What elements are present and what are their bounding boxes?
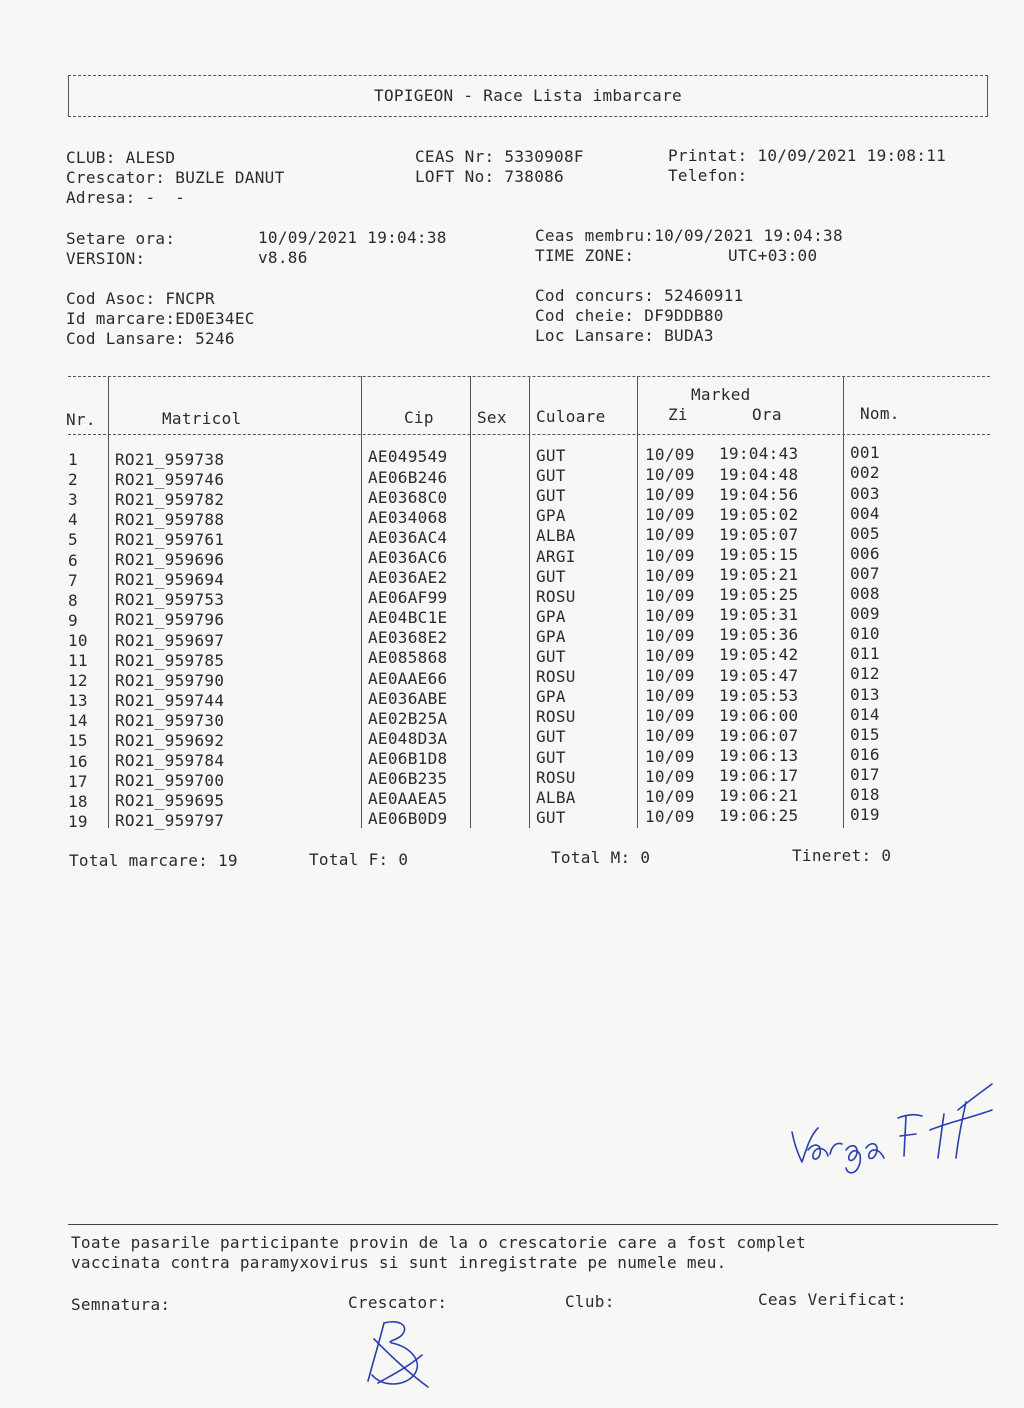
cell-zi: 10/09 [645,485,695,505]
cell-cip: AE06B246 [368,467,448,487]
version-label: VERSION: [66,249,146,268]
ceas-verificat-label: Ceas Verificat: [758,1290,907,1309]
cell-cip: AE036AC6 [368,547,448,567]
cell-cip: AE0AAEA5 [368,789,448,809]
header-culoare: Culoare [536,407,606,426]
cell-zi: 10/09 [645,465,695,485]
loc-lansare-field: Loc Lansare: BUDA3 [535,326,714,345]
column-divider [843,376,844,828]
cell-matricol: RO21_959700 [115,771,225,791]
cell-culoare: GUT [536,446,566,466]
total-f: Total F: 0 [309,850,409,869]
setare-ora-label: Setare ora: [66,229,176,248]
cell-zi: 10/09 [645,445,695,465]
cell-ora: 19:04:48 [719,464,799,484]
cell-cip: AE048D3A [368,728,448,748]
time-zone-value: UTC+03:00 [728,246,818,265]
cell-zi: 10/09 [645,786,695,806]
crescator-signature-label: Crescator: [348,1293,448,1312]
cell-cip: AE06B1D8 [368,748,448,768]
cell-zi: 10/09 [645,646,695,666]
cell-nr: 6 [68,550,78,570]
cell-nr: 4 [68,510,78,530]
cell-matricol: RO21_959697 [115,630,225,650]
header-nom: Nom. [860,404,900,423]
cell-cip: AE049549 [368,447,448,467]
cell-ora: 19:06:07 [719,725,799,745]
cell-nom: 004 [850,503,880,523]
cell-culoare: ROSU [536,586,576,606]
cell-nom: 017 [850,764,880,784]
club-signature-label: Club: [565,1292,615,1311]
loft-no-field: LOFT No: 738086 [415,167,564,186]
cell-zi: 10/09 [645,706,695,726]
cell-culoare: GUT [536,807,566,827]
column-divider [637,376,638,828]
version-value: v8.86 [258,248,308,267]
cell-nr: 3 [68,490,78,510]
cell-zi: 10/09 [645,505,695,525]
ceas-nr-field: CEAS Nr: 5330908F [415,147,584,166]
cell-matricol: RO21_959784 [115,751,225,771]
cell-matricol: RO21_959692 [115,731,225,750]
cell-nr: 16 [68,751,88,771]
cell-cip: AE0368C0 [368,487,448,507]
cell-culoare: GUT [536,727,566,747]
cod-asoc-field: Cod Asoc: FNCPR [66,289,215,308]
cell-zi: 10/09 [645,625,695,645]
cell-matricol: RO21_959696 [115,550,225,570]
cell-matricol: RO21_959782 [115,489,225,509]
cell-ora: 19:05:25 [719,585,799,605]
cell-ora: 19:06:13 [719,745,799,765]
cell-cip: AE034068 [368,507,448,527]
total-marcare: Total marcare: 19 [69,851,238,870]
cell-culoare: GPA [536,626,566,646]
cell-cip: AE036AE2 [368,568,448,588]
handwritten-annotation [780,1070,1010,1180]
cell-matricol: RO21_959730 [115,710,225,730]
cell-culoare: ROSU [536,767,576,787]
header-ora: Ora [752,405,782,424]
adresa-field: Adresa: - - [66,188,186,207]
cell-zi: 10/09 [645,726,695,746]
cell-zi: 10/09 [645,686,695,706]
cell-culoare: GUT [536,466,566,486]
cell-culoare: ROSU [536,667,576,687]
cell-ora: 19:05:15 [719,544,799,564]
cell-nom: 011 [850,644,880,664]
cell-culoare: GPA [536,506,566,526]
declaration-line-1: Toate pasarile participante provin de la o crescatorie care a fost complet [71,1233,807,1252]
cell-cip: AE06AF99 [368,588,448,608]
header-sex: Sex [477,408,507,427]
cell-ora: 19:05:47 [719,665,799,685]
cell-ora: 19:06:00 [719,705,799,725]
cell-cip: AE0368E2 [368,628,448,648]
printat-field: Printat: 10/09/2021 19:08:11 [668,146,947,165]
cell-zi: 10/09 [645,766,695,786]
cell-nr: 12 [68,671,88,691]
cell-nom: 013 [850,684,880,704]
breeder-signature [358,1315,448,1395]
header-nr: Nr. [66,410,96,429]
cell-culoare: GPA [536,606,566,626]
cell-cip: AE036AC4 [368,527,448,547]
cell-nr: 9 [68,610,78,630]
column-divider [529,376,530,828]
cell-ora: 19:05:42 [719,645,799,665]
cell-nr: 17 [68,771,88,791]
cell-cip: AE02B25A [368,708,448,728]
cell-culoare: GUT [536,486,566,506]
header-marked: Marked [691,385,751,404]
header-matricol: Matricol [162,409,242,428]
cell-cip: AE0AAE66 [368,668,448,688]
cell-nom: 003 [850,483,880,503]
cell-cip: AE036ABE [368,688,448,708]
header-cip: Cip [404,408,434,427]
column-divider [108,376,109,828]
cell-zi: 10/09 [645,746,695,766]
cell-ora: 19:05:31 [719,605,799,625]
cell-cip: AE06B235 [368,769,448,789]
cell-matricol: RO21_959738 [115,449,225,469]
cell-zi: 10/09 [645,806,695,826]
cell-nom: 006 [850,543,880,563]
cell-zi: 10/09 [645,565,695,585]
total-tineret: Tineret: 0 [792,846,892,865]
cell-zi: 10/09 [645,585,695,605]
cell-nom: 018 [850,785,880,805]
cell-nom: 015 [850,724,880,744]
cell-cip: AE04BC1E [368,608,448,628]
declaration-line-2: vaccinata contra paramyxovirus si sunt inregistrate pe numele meu. [71,1253,727,1272]
cod-lansare-field: Cod Lansare: 5246 [66,329,235,348]
cell-nr: 13 [68,691,88,711]
cell-ora: 19:06:25 [719,806,799,826]
club-field: CLUB: ALESD [66,148,176,167]
cell-nr: 1 [68,450,78,469]
cell-nom: 014 [850,704,880,724]
cell-culoare: GPA [536,687,566,707]
cell-nr: 14 [68,711,88,731]
cell-matricol: RO21_959785 [115,650,225,670]
cell-culoare: ALBA [536,787,576,807]
cod-concurs-field: Cod concurs: 52460911 [535,286,744,305]
cell-nr: 2 [68,470,78,490]
cell-nom: 002 [850,463,880,483]
cell-ora: 19:06:21 [719,786,799,806]
cell-matricol: RO21_959788 [115,509,225,529]
cell-ora: 19:05:21 [719,565,799,585]
cell-culoare: GUT [536,566,566,586]
total-m: Total M: 0 [551,848,651,867]
cell-cip: AE085868 [368,648,448,668]
cell-ora: 19:05:02 [719,504,799,524]
telefon-field: Telefon: [668,166,748,185]
cell-nom: 008 [850,584,880,604]
cell-zi: 10/09 [645,545,695,565]
cell-matricol: RO21_959796 [115,610,225,630]
cell-nr: 19 [68,811,88,831]
cell-culoare: ARGI [536,546,576,566]
header-zi: Zi [668,405,688,424]
cell-nr: 7 [68,570,78,590]
cell-matricol: RO21_959761 [115,530,225,549]
cell-nr: 10 [68,630,88,650]
cell-matricol: RO21_959790 [115,670,225,690]
cell-nom: 019 [850,805,880,825]
cell-nom: 007 [850,563,880,583]
cell-nr: 11 [68,651,88,670]
cell-culoare: GUT [536,647,566,667]
cell-ora: 19:05:36 [719,625,799,645]
declaration-rule [68,1224,998,1225]
cell-zi: 10/09 [645,605,695,625]
cell-culoare: ALBA [536,526,576,546]
cell-matricol: RO21_959753 [115,590,225,610]
cell-ora: 19:06:17 [719,766,799,786]
cell-matricol: RO21_959797 [115,811,225,831]
cell-nom: 016 [850,744,880,764]
semnatura-label: Semnatura: [71,1295,171,1314]
cell-nom: 012 [850,664,880,684]
ceas-membru-field: Ceas membru:10/09/2021 19:04:38 [535,226,843,245]
cell-zi: 10/09 [645,666,695,686]
cell-ora: 19:05:07 [719,524,799,544]
header-box [68,75,988,117]
cell-nr: 18 [68,791,88,811]
column-divider [470,376,471,828]
cell-nr: 5 [68,530,78,550]
setare-ora-value: 10/09/2021 19:04:38 [258,228,447,247]
cell-nom: 010 [850,624,880,644]
crescator-field: Crescator: BUZLE DANUT [66,168,285,187]
cell-nr: 8 [68,590,78,610]
cell-ora: 19:04:43 [719,444,799,464]
time-zone-label: TIME ZONE: [535,246,635,265]
id-marcare-field: Id marcare:ED0E34EC [66,309,255,328]
cell-nom: 009 [850,604,880,624]
cell-matricol: RO21_959695 [115,791,225,811]
cell-cip: AE06B0D9 [368,809,448,829]
cell-zi: 10/09 [645,525,695,545]
column-divider [361,376,362,828]
document-title: TOPIGEON - Race Lista imbarcare [374,86,682,105]
cell-ora: 19:05:53 [719,685,799,705]
cell-nom: 005 [850,523,880,543]
cod-cheie-field: Cod cheie: DF9DDB80 [535,306,724,325]
cell-culoare: GUT [536,747,566,767]
cell-ora: 19:04:56 [719,484,799,504]
cell-matricol: RO21_959744 [115,690,225,710]
cell-matricol: RO21_959694 [115,570,225,590]
cell-nr: 15 [68,731,88,751]
cell-nom: 001 [850,443,880,463]
cell-matricol: RO21_959746 [115,469,225,489]
cell-culoare: ROSU [536,707,576,727]
